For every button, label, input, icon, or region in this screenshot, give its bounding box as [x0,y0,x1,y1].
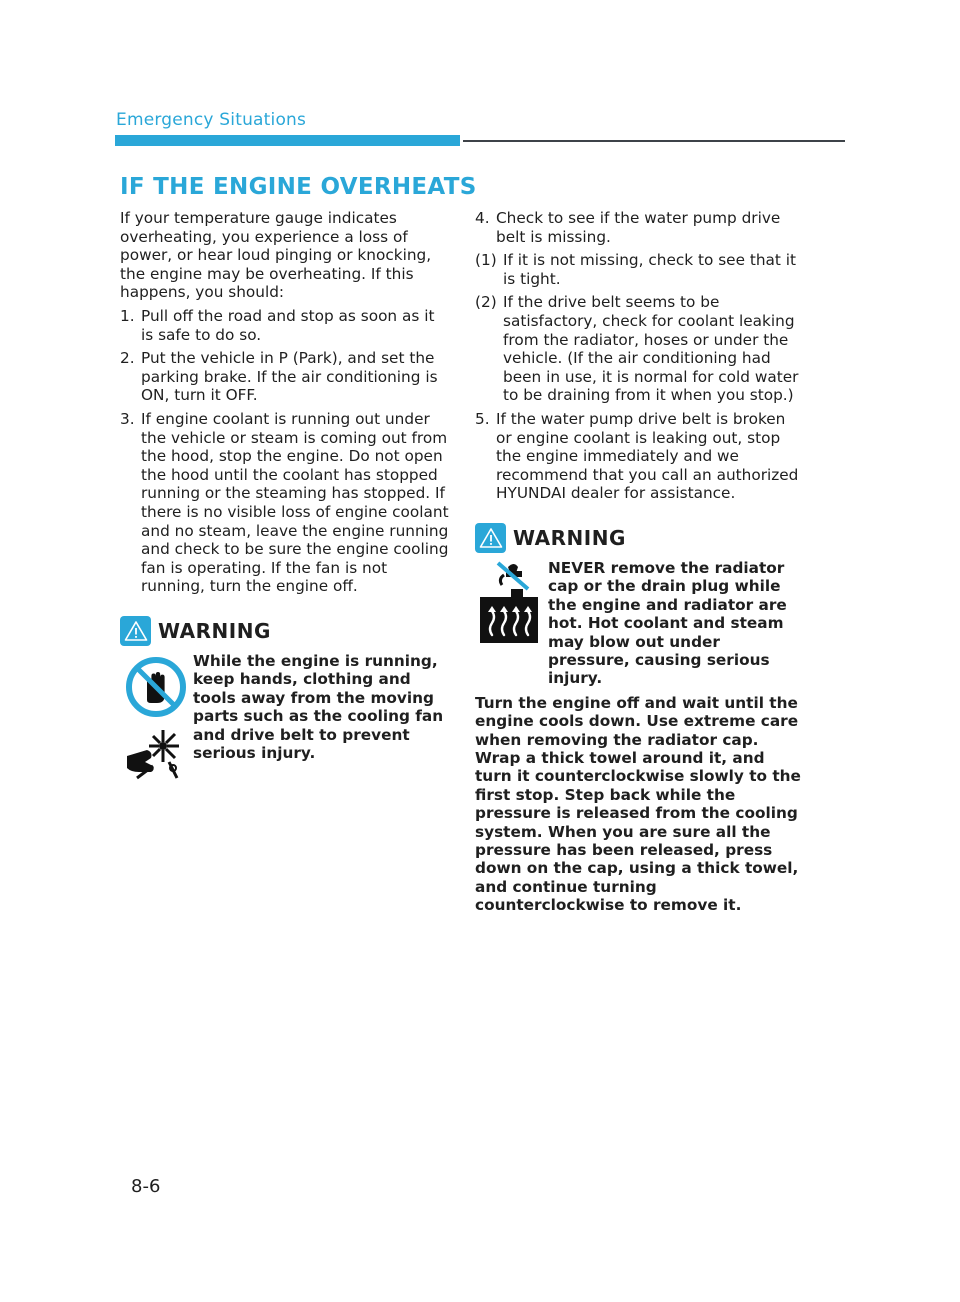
warning-instructions: Turn the engine off and wait until the engine cools down. Use extreme care when removing the radiator cap. Wrap a thick towel around it, and turn it counterclockwise slowly to the first stop. Step back while the pressure is released from the cooling system. When you are sure all the pressure has been released, press down on the cap, using a thick towel, and continue turning counterclockwise to remove it. [475,693,801,915]
list-item [120,349,450,405]
warning-box [120,616,450,792]
warning-header [475,523,805,553]
section-title: IF THE ENGINE OVERHEATS [120,174,477,200]
substep-number: (1) [475,251,497,270]
left-column [120,209,450,792]
step-text: Put the vehicle in P (Park), and set the parking brake. If the air conditioning is ON, turn it OFF. [141,349,438,405]
fan-hazard-icon [123,722,187,790]
right-column [475,209,805,915]
header-accent-bar [115,135,460,146]
step-number: 2. [120,349,135,368]
intro-paragraph: If your temperature gauge indicates overheating, you experience a loss of power, or hear loud pinging or knocking, the engine may be overheating. If this happens, you should: [120,209,432,302]
warning-body [120,652,450,792]
list-item [475,293,805,405]
substep-number: (2) [475,293,497,312]
warning-label: WARNING [513,525,626,550]
step-number: 4. [475,209,490,227]
header-title: Emergency Situations [116,110,307,130]
substep-text: If the drive belt seems to be satisfactory, check for coolant leaking from the radiator, hoses or under the vehicle. (If the air conditioning had been in use, it is normal for cold water to be draining from it when you stop.) [503,293,799,405]
warning-triangle-icon [120,616,151,646]
list-item [475,209,805,246]
page-number: 8-6 [131,1176,161,1197]
warning-text: While the engine is running, keep hands, clothing and tools away from the moving parts such as the cooling fan and drive belt to prevent serious injury. [193,651,444,762]
warning-triangle-icon [475,523,506,553]
warning-header [120,616,450,646]
header-rule [463,140,845,142]
step-text: Check to see if the water pump drive belt is missing. [496,209,781,246]
list-item [120,410,450,596]
step-text: Pull off the road and stop as soon as it is safe to do so. [141,306,435,344]
hot-radiator-icon [478,559,540,649]
substep-text: If it is not missing, check to see that it is tight. [503,251,797,288]
no-hand-icon [125,656,187,722]
step-number: 1. [120,306,135,325]
list-item [475,410,805,503]
list-item [120,307,450,344]
step-text: If engine coolant is running out under the vehicle or steam is coming out from the hood, stop the engine. Do not open the hood until the coolant has stopped running or the steaming has stopped. If there is no visible loss of engine coolant and no steam, leave the engine running and check to be sure the engine cooling fan is operating. If the fan is not running, turn the engine off. [141,409,449,596]
warning-label: WARNING [158,618,271,643]
step-number: 5. [475,409,490,428]
warning-text: NEVER remove the radiator cap or the drain plug while the engine and radiator are hot. Hot coolant and steam may blow out under pressure, causing serious injury. [548,558,787,688]
step-number: 3. [120,409,135,428]
warning-box [475,523,805,915]
step-text: If the water pump drive belt is broken or engine coolant is leaking out, stop the engine immediately and we recommend that you call an authorized HYUNDAI dealer for assistance. [496,409,799,503]
warning-body [475,559,805,688]
list-item [475,251,805,288]
